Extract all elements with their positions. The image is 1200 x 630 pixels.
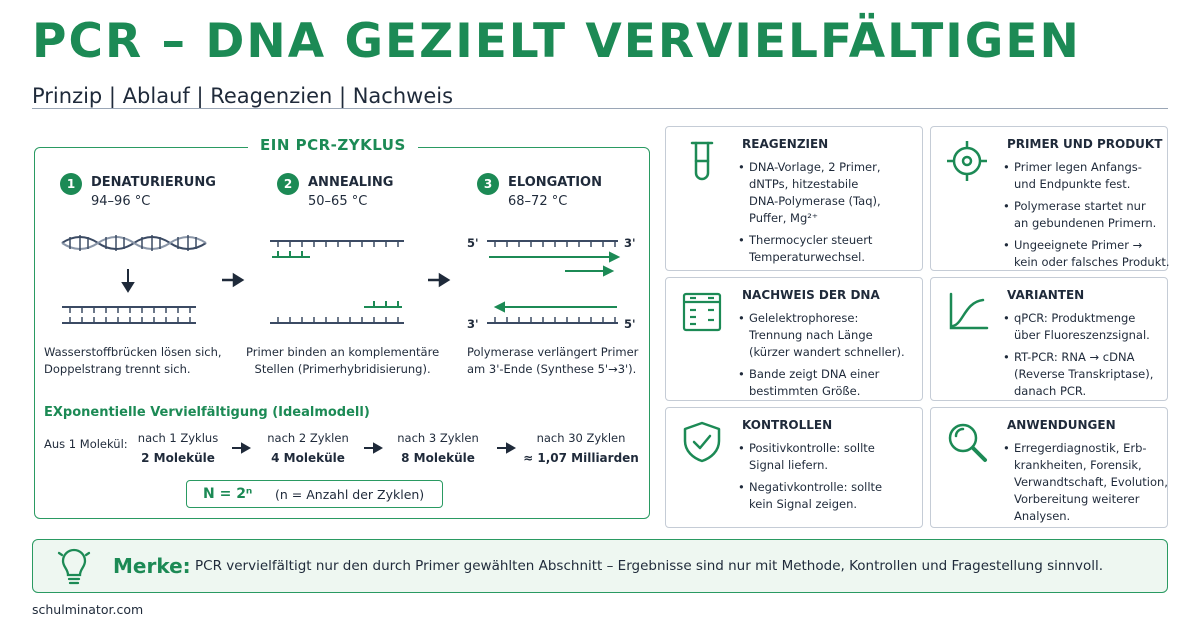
step-1-desc-line: Doppelstrang trennt sich. [44,362,191,376]
card-list-item [738,366,905,400]
strand-end-top-left: 5' [467,236,479,250]
card-primer-und-produkt [930,126,1168,271]
step-1-temp: 94–96 °C [91,194,151,209]
card-line: DNA-Polymerase (Taq), [749,194,881,208]
card-line: • Ungeeignete Primer → [1014,238,1143,252]
right-arrow-icon [497,444,514,452]
card-line: • Polymerase startet nur [1014,199,1146,213]
exponential-item-label: nach 3 Zyklen [397,431,479,445]
card-line: • qPCR: Produktmenge [1014,311,1136,325]
step-3-number: 3 [477,173,499,195]
card-title: REAGENZIEN [742,137,829,151]
card-list-item [1003,198,1170,232]
card-list [738,159,881,271]
card-line: Analysen. [1014,509,1071,523]
card-line: • Negativkontrolle: sollte [749,480,883,494]
card-line: • Positivkontrolle: sollte [749,441,875,455]
card-list-item [1003,349,1153,400]
card-line: bestimmten Größe. [749,384,861,398]
card-line: dNTPs, hitzestabile [749,177,859,191]
footer-domain: schulminator.com [32,602,144,617]
card-line: • Thermocycler steuert [749,233,873,247]
merke-text: PCR vervielfältigt nur den durch Primer gewählten Abschnitt – Ergebnisse sind nur mit Methode, Kontrollen und Fragestellung sinnvoll. [195,558,1104,574]
card-varianten [930,277,1168,401]
strand-end-bottom-left: 3' [467,317,479,331]
card-line: • DNA-Vorlage, 2 Primer, [749,160,881,174]
card-title: PRIMER UND PRODUKT [1007,137,1163,151]
card-line: Signal liefern. [749,458,829,472]
card-list-item [738,159,881,227]
strand-end-bottom-right: 5' [624,317,636,331]
exponential-item-value: 2 Moleküle [141,451,215,465]
card-list-item [1003,310,1153,344]
target-icon [945,139,989,183]
right-arrow-icon [232,444,249,452]
card-anwendungen [930,407,1168,528]
page-subtitle: Prinzip | Ablauf | Reagenzien | Nachweis [32,84,454,108]
strand-end-top-right: 3' [624,236,636,250]
formula-box [186,480,443,508]
card-line: Trennung nach Länge [749,328,873,342]
card-line: • Primer legen Anfangs- [1014,160,1142,174]
card-list [1003,440,1168,530]
card-line: krankheiten, Forensik, [1014,458,1142,472]
card-line: • Gelelektrophorese: [749,311,859,325]
step-1-number: 1 [60,173,82,195]
exponential-item-value: 8 Moleküle [401,451,475,465]
card-list [1003,159,1170,276]
magnifier-icon [945,420,989,464]
card-line: Vorbereitung weiterer [1014,492,1140,506]
exponential-item-label: nach 30 Zyklen [536,431,626,445]
formula: N = 2ⁿ [203,486,253,502]
curve-icon [945,290,989,334]
gel-icon [680,290,724,334]
card-line: und Endpunkte fest. [1014,177,1131,191]
lightbulb-icon [57,547,91,587]
exponential-arrows [0,0,660,470]
exponential-item-label: nach 1 Zyklus [137,431,219,445]
step-2-number: 2 [277,173,299,195]
card-list-item [1003,440,1168,525]
card-title: KONTROLLEN [742,418,833,432]
step-1-desc-line: Wasserstoffbrücken lösen sich, [44,345,222,359]
card-list-item [1003,237,1170,271]
formula-note: (n = Anzahl der Zyklen) [275,487,425,502]
card-list [738,310,905,405]
exponential-title: EXponentielle Vervielfältigung (Idealmodell) [44,405,370,420]
merke-box [32,539,1168,593]
card-title: VARIANTEN [1007,288,1085,302]
card-title: ANWENDUNGEN [1007,418,1116,432]
test-tube-icon [680,139,724,183]
step-1-name: DENATURIERUNG [91,175,216,190]
card-line: kein Signal zeigen. [749,497,858,511]
step-2-desc-line: Stellen (Primerhybridisierung). [254,362,431,376]
card-kontrollen [665,407,923,528]
card-line: (kürzer wandert schneller). [749,345,905,359]
card-list-item [738,232,881,266]
card-line: • Bande zeigt DNA einer [749,367,880,381]
card-line: • Erregerdiagnostik, Erb- [1014,441,1147,455]
exponential-lead: Aus 1 Molekül: [44,437,128,451]
card-line: Temperaturwechsel. [749,250,866,264]
step-3-desc-line: am 3'-Ende (Synthese 5'→3'). [467,362,637,376]
card-line: über Fluoreszenzsignal. [1014,328,1150,342]
step-3-desc-line: Polymerase verlängert Primer [467,345,639,359]
shield-check-icon [680,420,724,464]
pcr-cycle-title: EIN PCR-ZYKLUS [248,136,418,154]
right-arrow-icon [364,444,381,452]
card-title: NACHWEIS DER DNA [742,288,880,302]
exponential-item-value: ≈ 1,07 Milliarden [523,451,639,465]
card-line: an gebundenen Primern. [1014,216,1157,230]
step-2-temp: 50–65 °C [308,194,368,209]
page-title: PCR – DNA GEZIELT VERVIELFÄLTIGEN [32,14,1081,69]
exponential-item-label: nach 2 Zyklen [267,431,349,445]
step-2-name: ANNEALING [308,175,394,190]
step-2-desc-line: Primer binden an komplementäre [246,345,440,359]
step-3-name: ELONGATION [508,175,602,190]
card-line: • RT-PCR: RNA → cDNA [1014,350,1135,364]
card-line: danach PCR. [1014,384,1087,398]
merke-label: Merke: [113,554,191,578]
card-line: Puffer, Mg²⁺ [749,211,818,225]
card-reagenzien [665,126,923,271]
card-list [738,440,882,518]
card-line: kein oder falsches Produkt. [1014,255,1170,269]
card-line: Verwandtschaft, Evolution, [1014,475,1168,489]
card-nachweis [665,277,923,401]
card-line: (Reverse Transkriptase), [1014,367,1154,381]
step-3-temp: 68–72 °C [508,194,568,209]
card-list [1003,310,1153,405]
exponential-item-value: 4 Moleküle [271,451,345,465]
card-list-item [738,310,905,361]
card-list-item [738,479,882,513]
card-list-item [738,440,882,474]
card-list-item [1003,159,1170,193]
